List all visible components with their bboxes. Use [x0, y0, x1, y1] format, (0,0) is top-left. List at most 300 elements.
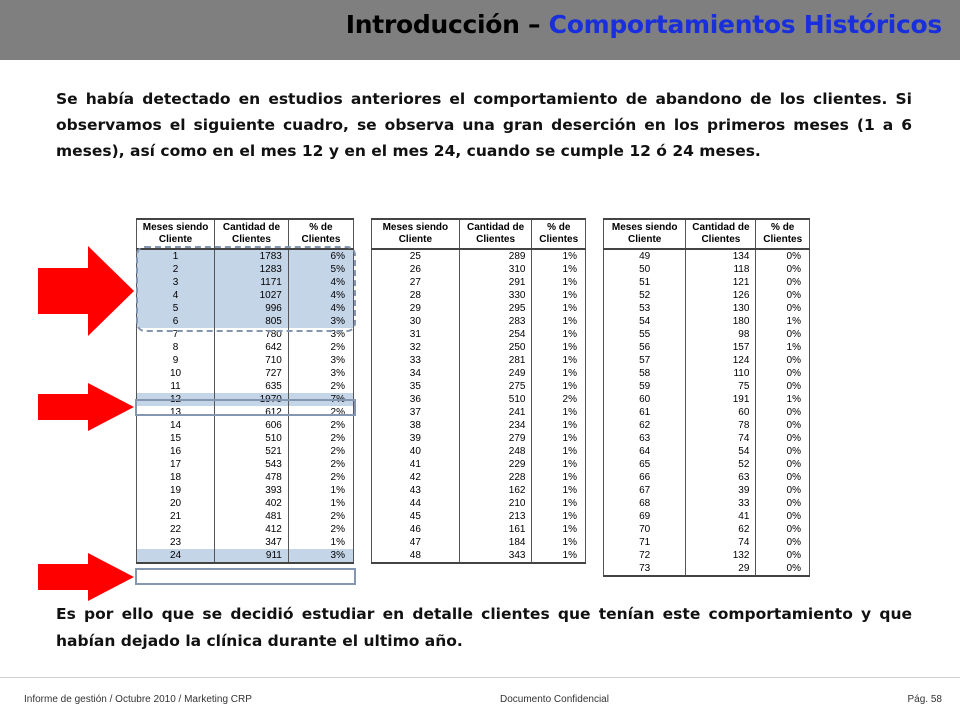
count-cell: 229 — [459, 458, 532, 471]
month-cell: 72 — [604, 549, 686, 562]
table-header-row — [137, 219, 354, 249]
month-cell: 69 — [604, 510, 686, 523]
month-cell: 39 — [372, 432, 460, 445]
column-header: Cantidad de Clientes — [215, 219, 289, 249]
count-cell: 118 — [686, 263, 756, 276]
month-cell: 37 — [372, 406, 460, 419]
count-cell: 41 — [686, 510, 756, 523]
count-cell: 996 — [215, 302, 289, 315]
count-cell: 343 — [459, 549, 532, 563]
month-cell: 58 — [604, 367, 686, 380]
table-row — [372, 484, 586, 497]
month-cell: 51 — [604, 276, 686, 289]
column-header: Cantidad de Clientes — [686, 219, 756, 249]
percent-cell: 1% — [532, 523, 586, 536]
arrow-icon — [38, 553, 138, 601]
percent-cell: 1% — [532, 471, 586, 484]
month-cell: 11 — [137, 380, 215, 393]
percent-cell: 1% — [288, 536, 353, 549]
percent-cell: 2% — [288, 471, 353, 484]
month-cell: 67 — [604, 484, 686, 497]
month-cell: 42 — [372, 471, 460, 484]
column-header: Meses siendo Cliente — [604, 219, 686, 249]
count-cell: 780 — [215, 328, 289, 341]
count-cell: 234 — [459, 419, 532, 432]
column-header: % de Clientes — [288, 219, 353, 249]
month-cell: 2 — [137, 263, 215, 276]
count-cell: 29 — [686, 562, 756, 576]
percent-cell: 5% — [288, 263, 353, 276]
table-row — [137, 249, 354, 263]
table-row — [137, 432, 354, 445]
percent-cell: 1% — [532, 328, 586, 341]
percent-cell: 1% — [532, 263, 586, 276]
table-row — [372, 471, 586, 484]
table-row — [604, 393, 810, 406]
table-row — [604, 289, 810, 302]
percent-cell: 7% — [288, 393, 353, 406]
count-cell: 162 — [459, 484, 532, 497]
table-row — [604, 458, 810, 471]
count-cell: 249 — [459, 367, 532, 380]
intro-paragraph: Se había detectado en estudios anteriores el comportamiento de abandono de los clientes. Si observamos el siguiente cuadro, se observa una gran deserción en los primeros meses (1 a 6 meses), así como en el mes 12 y en el mes 24, cuando se cumple 12 ó 24 meses. — [56, 90, 912, 160]
count-cell: 132 — [686, 549, 756, 562]
table-row — [137, 393, 354, 406]
table-row — [372, 315, 586, 328]
percent-cell: 1% — [532, 484, 586, 497]
month-cell: 22 — [137, 523, 215, 536]
month-cell: 47 — [372, 536, 460, 549]
count-cell: 1283 — [215, 263, 289, 276]
count-cell: 911 — [215, 549, 289, 563]
percent-cell: 1% — [532, 354, 586, 367]
count-cell: 110 — [686, 367, 756, 380]
table-row — [604, 315, 810, 328]
table-row — [137, 536, 354, 549]
table-row — [137, 367, 354, 380]
table-row — [137, 419, 354, 432]
table-header-row — [604, 219, 810, 249]
table-row — [137, 380, 354, 393]
percent-cell: 0% — [756, 523, 810, 536]
count-cell: 510 — [459, 393, 532, 406]
percent-cell: 3% — [288, 549, 353, 563]
table-row — [137, 263, 354, 276]
count-cell: 635 — [215, 380, 289, 393]
footer-divider — [0, 677, 960, 678]
month-cell: 65 — [604, 458, 686, 471]
month-cell: 70 — [604, 523, 686, 536]
footer-right: Pág. 58 — [907, 694, 942, 705]
count-cell: 130 — [686, 302, 756, 315]
count-cell: 289 — [459, 249, 532, 263]
month-cell: 60 — [604, 393, 686, 406]
table-row — [372, 367, 586, 380]
month-cell: 40 — [372, 445, 460, 458]
table-row — [137, 510, 354, 523]
percent-cell: 1% — [532, 276, 586, 289]
month-cell: 38 — [372, 419, 460, 432]
percent-cell: 0% — [756, 562, 810, 576]
table-row — [604, 471, 810, 484]
table-row — [372, 497, 586, 510]
table-row — [604, 523, 810, 536]
table-row — [604, 302, 810, 315]
percent-cell: 0% — [756, 367, 810, 380]
count-cell: 805 — [215, 315, 289, 328]
percent-cell: 0% — [756, 549, 810, 562]
percent-cell: 0% — [756, 406, 810, 419]
table-row — [137, 484, 354, 497]
month-cell: 1 — [137, 249, 215, 263]
table-row — [604, 380, 810, 393]
count-cell: 510 — [215, 432, 289, 445]
header-bar — [0, 0, 960, 60]
percent-cell: 2% — [532, 393, 586, 406]
count-cell: 281 — [459, 354, 532, 367]
slide-title — [346, 10, 942, 39]
count-cell: 254 — [459, 328, 532, 341]
percent-cell: 1% — [532, 510, 586, 523]
table-row — [137, 549, 354, 563]
count-cell: 606 — [215, 419, 289, 432]
percent-cell: 0% — [756, 471, 810, 484]
month-cell: 5 — [137, 302, 215, 315]
month-cell: 13 — [137, 406, 215, 419]
table-row — [372, 549, 586, 563]
percent-cell: 0% — [756, 497, 810, 510]
count-cell: 412 — [215, 523, 289, 536]
percent-cell: 2% — [288, 458, 353, 471]
count-cell: 78 — [686, 419, 756, 432]
count-cell: 74 — [686, 432, 756, 445]
table-header-row — [372, 219, 586, 249]
month-cell: 19 — [137, 484, 215, 497]
month-cell: 27 — [372, 276, 460, 289]
table-row — [137, 445, 354, 458]
retention-table-1 — [136, 218, 354, 564]
percent-cell: 1% — [532, 341, 586, 354]
month-cell: 66 — [604, 471, 686, 484]
month-cell: 29 — [372, 302, 460, 315]
table-row — [604, 354, 810, 367]
month-cell: 16 — [137, 445, 215, 458]
table-row — [372, 393, 586, 406]
percent-cell: 2% — [288, 445, 353, 458]
month-cell: 3 — [137, 276, 215, 289]
month-cell: 43 — [372, 484, 460, 497]
month-cell: 14 — [137, 419, 215, 432]
count-cell: 279 — [459, 432, 532, 445]
count-cell: 157 — [686, 341, 756, 354]
arrow-icon — [38, 246, 138, 336]
month-cell: 68 — [604, 497, 686, 510]
percent-cell: 2% — [288, 523, 353, 536]
count-cell: 228 — [459, 471, 532, 484]
percent-cell: 3% — [288, 315, 353, 328]
percent-cell: 1% — [756, 393, 810, 406]
percent-cell: 1% — [532, 432, 586, 445]
column-header: Cantidad de Clientes — [459, 219, 532, 249]
table-row — [604, 328, 810, 341]
percent-cell: 0% — [756, 445, 810, 458]
table-row — [372, 276, 586, 289]
table-row — [372, 510, 586, 523]
percent-cell: 0% — [756, 510, 810, 523]
table-row — [604, 276, 810, 289]
table-row — [372, 536, 586, 549]
table-row — [372, 419, 586, 432]
month-cell: 57 — [604, 354, 686, 367]
month-cell: 64 — [604, 445, 686, 458]
month-cell: 45 — [372, 510, 460, 523]
percent-cell: 1% — [532, 419, 586, 432]
count-cell: 134 — [686, 249, 756, 263]
count-cell: 1027 — [215, 289, 289, 302]
month-cell: 61 — [604, 406, 686, 419]
table-row — [137, 328, 354, 341]
percent-cell: 4% — [288, 289, 353, 302]
count-cell: 481 — [215, 510, 289, 523]
table-row — [372, 263, 586, 276]
count-cell: 283 — [459, 315, 532, 328]
month-cell: 18 — [137, 471, 215, 484]
retention-table-2 — [371, 218, 586, 564]
month-cell: 21 — [137, 510, 215, 523]
count-cell: 248 — [459, 445, 532, 458]
count-cell: 161 — [459, 523, 532, 536]
table-row — [137, 315, 354, 328]
table-row — [372, 445, 586, 458]
count-cell: 1783 — [215, 249, 289, 263]
count-cell: 75 — [686, 380, 756, 393]
column-header: Meses siendo Cliente — [137, 219, 215, 249]
table-row — [372, 406, 586, 419]
count-cell: 295 — [459, 302, 532, 315]
table-row — [137, 341, 354, 354]
month-cell: 24 — [137, 549, 215, 563]
count-cell: 543 — [215, 458, 289, 471]
table-row — [604, 263, 810, 276]
table-row — [372, 289, 586, 302]
retention-table-3 — [603, 218, 810, 577]
count-cell: 98 — [686, 328, 756, 341]
month-cell: 23 — [137, 536, 215, 549]
percent-cell: 0% — [756, 354, 810, 367]
percent-cell: 0% — [756, 276, 810, 289]
percent-cell: 1% — [532, 289, 586, 302]
count-cell: 180 — [686, 315, 756, 328]
percent-cell: 1% — [532, 367, 586, 380]
percent-cell: 2% — [288, 419, 353, 432]
month-cell: 10 — [137, 367, 215, 380]
percent-cell: 1% — [532, 380, 586, 393]
count-cell: 62 — [686, 523, 756, 536]
month-cell: 28 — [372, 289, 460, 302]
table-row — [604, 562, 810, 576]
count-cell: 124 — [686, 354, 756, 367]
table-row — [137, 458, 354, 471]
month-cell: 54 — [604, 315, 686, 328]
month-cell: 30 — [372, 315, 460, 328]
highlight-box-month-24 — [135, 568, 356, 585]
table-row — [137, 276, 354, 289]
percent-cell: 1% — [288, 497, 353, 510]
count-cell: 191 — [686, 393, 756, 406]
percent-cell: 1% — [756, 315, 810, 328]
table-row — [372, 249, 586, 263]
percent-cell: 2% — [288, 406, 353, 419]
table-row — [372, 380, 586, 393]
outro-paragraph: Es por ello que se decidió estudiar en detalle clientes que tenían este comportamiento y que habían dejado la clínica durante el ultimo año. — [56, 605, 912, 650]
month-cell: 59 — [604, 380, 686, 393]
month-cell: 36 — [372, 393, 460, 406]
count-cell: 39 — [686, 484, 756, 497]
month-cell: 20 — [137, 497, 215, 510]
count-cell: 126 — [686, 289, 756, 302]
percent-cell: 0% — [756, 249, 810, 263]
month-cell: 52 — [604, 289, 686, 302]
table-row — [372, 328, 586, 341]
table-row — [372, 432, 586, 445]
count-cell: 74 — [686, 536, 756, 549]
count-cell: 54 — [686, 445, 756, 458]
month-cell: 41 — [372, 458, 460, 471]
count-cell: 393 — [215, 484, 289, 497]
month-cell: 31 — [372, 328, 460, 341]
count-cell: 727 — [215, 367, 289, 380]
table-row — [137, 302, 354, 315]
count-cell: 710 — [215, 354, 289, 367]
month-cell: 63 — [604, 432, 686, 445]
count-cell: 60 — [686, 406, 756, 419]
table-row — [604, 484, 810, 497]
percent-cell: 0% — [756, 302, 810, 315]
count-cell: 210 — [459, 497, 532, 510]
table-row — [604, 406, 810, 419]
month-cell: 50 — [604, 263, 686, 276]
percent-cell: 3% — [288, 328, 353, 341]
count-cell: 33 — [686, 497, 756, 510]
table-row — [604, 341, 810, 354]
percent-cell: 1% — [532, 497, 586, 510]
table-row — [604, 510, 810, 523]
count-cell: 275 — [459, 380, 532, 393]
column-header: % de Clientes — [532, 219, 586, 249]
percent-cell: 2% — [288, 380, 353, 393]
percent-cell: 1% — [756, 341, 810, 354]
count-cell: 402 — [215, 497, 289, 510]
percent-cell: 4% — [288, 276, 353, 289]
percent-cell: 3% — [288, 354, 353, 367]
percent-cell: 2% — [288, 341, 353, 354]
month-cell: 53 — [604, 302, 686, 315]
percent-cell: 0% — [756, 536, 810, 549]
title-highlight: Comportamientos Históricos — [548, 10, 942, 39]
count-cell: 1970 — [215, 393, 289, 406]
percent-cell: 0% — [756, 458, 810, 471]
percent-cell: 0% — [756, 432, 810, 445]
percent-cell: 0% — [756, 328, 810, 341]
footer-left: Informe de gestión / Octubre 2010 / Marketing CRP — [24, 694, 252, 705]
month-cell: 7 — [137, 328, 215, 341]
month-cell: 8 — [137, 341, 215, 354]
table-row — [604, 419, 810, 432]
table-row — [372, 354, 586, 367]
table-row — [137, 406, 354, 419]
footer-center: Documento Confidencial — [500, 694, 609, 705]
table-row — [137, 289, 354, 302]
table-row — [604, 445, 810, 458]
percent-cell: 1% — [532, 445, 586, 458]
count-cell: 250 — [459, 341, 532, 354]
month-cell: 6 — [137, 315, 215, 328]
count-cell: 63 — [686, 471, 756, 484]
table-row — [137, 471, 354, 484]
percent-cell: 0% — [756, 289, 810, 302]
table-row — [604, 536, 810, 549]
count-cell: 310 — [459, 263, 532, 276]
month-cell: 62 — [604, 419, 686, 432]
percent-cell: 1% — [532, 302, 586, 315]
percent-cell: 0% — [756, 380, 810, 393]
month-cell: 46 — [372, 523, 460, 536]
table-row — [604, 432, 810, 445]
percent-cell: 1% — [532, 536, 586, 549]
month-cell: 12 — [137, 393, 215, 406]
month-cell: 4 — [137, 289, 215, 302]
table-row — [137, 354, 354, 367]
month-cell: 32 — [372, 341, 460, 354]
month-cell: 56 — [604, 341, 686, 354]
count-cell: 291 — [459, 276, 532, 289]
percent-cell: 1% — [532, 549, 586, 563]
count-cell: 521 — [215, 445, 289, 458]
month-cell: 35 — [372, 380, 460, 393]
table-row — [137, 497, 354, 510]
month-cell: 44 — [372, 497, 460, 510]
table-row — [604, 367, 810, 380]
table-row — [372, 458, 586, 471]
percent-cell: 1% — [532, 406, 586, 419]
count-cell: 478 — [215, 471, 289, 484]
title-prefix: Introducción – — [345, 10, 549, 39]
count-cell: 347 — [215, 536, 289, 549]
percent-cell: 3% — [288, 367, 353, 380]
month-cell: 34 — [372, 367, 460, 380]
month-cell: 25 — [372, 249, 460, 263]
count-cell: 121 — [686, 276, 756, 289]
month-cell: 17 — [137, 458, 215, 471]
month-cell: 49 — [604, 249, 686, 263]
percent-cell: 2% — [288, 510, 353, 523]
percent-cell: 1% — [532, 249, 586, 263]
percent-cell: 6% — [288, 249, 353, 263]
percent-cell: 0% — [756, 263, 810, 276]
table-row — [137, 523, 354, 536]
month-cell: 9 — [137, 354, 215, 367]
percent-cell: 0% — [756, 484, 810, 497]
month-cell: 15 — [137, 432, 215, 445]
table-row — [372, 523, 586, 536]
column-header: Meses siendo Cliente — [372, 219, 460, 249]
count-cell: 642 — [215, 341, 289, 354]
month-cell: 48 — [372, 549, 460, 563]
percent-cell: 1% — [532, 458, 586, 471]
percent-cell: 4% — [288, 302, 353, 315]
count-cell: 52 — [686, 458, 756, 471]
month-cell: 26 — [372, 263, 460, 276]
